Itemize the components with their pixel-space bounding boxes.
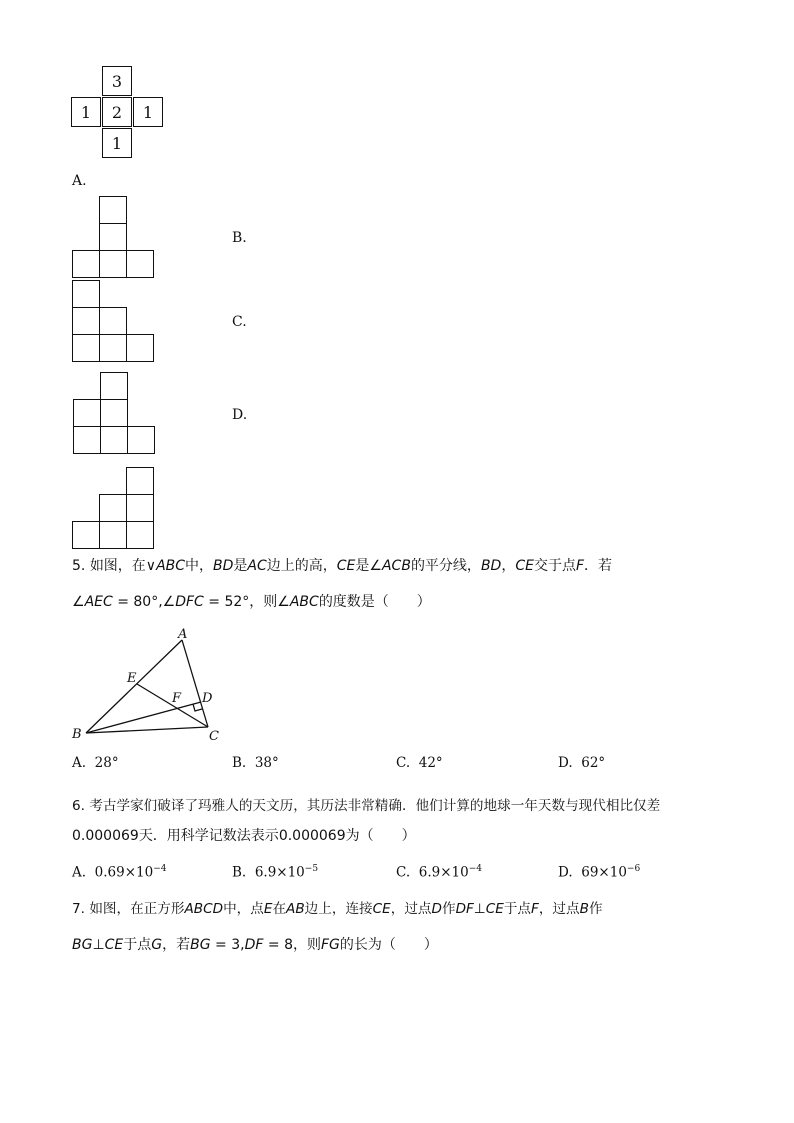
label-d: D (202, 691, 213, 706)
block (127, 426, 155, 454)
q7-text: = 8 (263, 937, 293, 953)
q6-value: 0.000069 (72, 828, 139, 844)
option-label: B. (232, 864, 247, 881)
q7-text: ，若 (162, 937, 191, 953)
option-exponent: −5 (304, 864, 319, 874)
q5-text: 中， (185, 558, 214, 574)
q7-number: 7. (72, 901, 85, 917)
option-label: C. (396, 864, 411, 881)
block (99, 521, 127, 549)
label-b: B (72, 727, 82, 742)
q7-text: 边上，连接 (304, 901, 373, 917)
q5-var: BD (213, 558, 234, 574)
label-c: C (209, 729, 219, 744)
q5-text: ，则∠ (249, 594, 290, 610)
block (126, 334, 154, 362)
q5-text: 的平分线， (410, 558, 481, 574)
block (126, 494, 154, 522)
q6-option-a[interactable] (72, 864, 166, 881)
q6-text: 考古学家们破译了玛雅人的天文历，其历法非常精确．他们计算的地球一年天数与现代相比仅差 (89, 798, 661, 814)
q5-var: CE (515, 558, 534, 574)
option-value: 38° (254, 755, 279, 771)
q5-var: DFC (175, 594, 204, 610)
option-label: B. (232, 755, 247, 771)
block (100, 372, 128, 400)
block (99, 334, 127, 362)
block (100, 426, 128, 454)
block (100, 399, 128, 427)
block (99, 250, 127, 278)
grid-cell-bottom: 1 (102, 128, 132, 158)
option-label: A. (72, 864, 87, 881)
triangle-figure (66, 624, 236, 748)
q7-var: E (263, 901, 273, 917)
q7-line1 (72, 899, 603, 919)
q7-text: 于点 (123, 937, 152, 953)
q7-text: 于点 (503, 901, 531, 917)
label-f: F (172, 691, 182, 706)
option-label: A. (72, 755, 87, 771)
q5-line1 (72, 556, 612, 576)
q5-var: AC (247, 558, 267, 574)
q7-var: AB (286, 901, 305, 917)
option-value: 28° (94, 755, 119, 771)
q5-text: ， (501, 558, 516, 574)
q7-text: 中，点 (223, 901, 264, 917)
q5-text: 的度数是（ ） (318, 594, 431, 610)
q7-var: F (531, 901, 539, 917)
option-label: C. (396, 755, 411, 771)
q5-var: ACB (381, 558, 411, 574)
q7-text: ，则 (292, 937, 321, 953)
right-angle-mark (193, 704, 202, 711)
option-mantissa: 6.9×10 (254, 864, 305, 881)
q7-text: 在 (272, 901, 287, 917)
q5-line2 (72, 592, 431, 612)
block (99, 307, 127, 335)
option-exponent: −6 (626, 864, 641, 874)
q7-text: 的长为（ ） (339, 937, 438, 953)
q6-number: 6. (72, 798, 85, 814)
q7-var: ABCD (184, 901, 224, 917)
option-mantissa: 6.9×10 (418, 864, 469, 881)
option-d-label: D. (232, 407, 248, 423)
q5-option-a[interactable] (72, 755, 119, 771)
option-a-label: A. (72, 173, 87, 189)
block (72, 307, 100, 335)
block (99, 196, 127, 224)
q7-text: 如图，在正方形 (89, 901, 185, 917)
option-value: 42° (418, 755, 443, 771)
q5-text: ∠ (72, 594, 85, 610)
q7-symbol: ⊥ (473, 901, 486, 917)
q6-line1 (72, 796, 660, 816)
q5-text: = 52° (203, 594, 250, 610)
q6-text: 天．用科学记数法表示 (138, 828, 279, 844)
q5-option-d[interactable] (558, 755, 605, 771)
q7-var: FG (320, 937, 340, 953)
grid-cell-center: 2 (102, 97, 132, 127)
q5-var: F (575, 558, 585, 574)
block (72, 250, 100, 278)
q5-text: 交于点 (533, 558, 576, 574)
q5-option-c[interactable] (396, 755, 443, 771)
q5-var: CE (336, 558, 356, 574)
label-a: A (178, 627, 188, 642)
block (99, 223, 127, 251)
block (99, 494, 127, 522)
block (72, 334, 100, 362)
q5-text: 边上的高， (266, 558, 337, 574)
q6-value: 0.000069 (278, 828, 346, 844)
q6-option-b[interactable] (232, 864, 318, 881)
q7-symbol: ⊥ (92, 937, 105, 953)
q5-text: 如图，在∨ (89, 558, 157, 574)
block (73, 426, 101, 454)
q7-text: = 3, (210, 937, 245, 953)
option-label: D. (558, 755, 573, 771)
q5-text: = 80°,∠ (112, 594, 176, 610)
q5-var: ABC (289, 594, 319, 610)
q5-text: 是∠ (355, 558, 382, 574)
grid-cell-right: 1 (133, 97, 163, 127)
side-ba (86, 640, 182, 733)
option-c-label: C. (232, 314, 247, 330)
grid-cell-left: 1 (71, 97, 101, 127)
q6-text: 为（ ） (345, 828, 416, 844)
grid-cell-top: 3 (102, 66, 132, 96)
q5-number: 5. (72, 558, 86, 574)
label-e: E (127, 671, 137, 686)
option-b-label: B. (232, 230, 247, 246)
q7-var: B (579, 901, 589, 917)
q7-line2 (72, 935, 438, 955)
option-label: D. (558, 864, 573, 881)
block (72, 521, 100, 549)
option-mantissa: 0.69×10 (94, 864, 154, 881)
option-exponent: −4 (153, 864, 167, 874)
block (126, 467, 154, 495)
block (126, 250, 154, 278)
q5-text: ．若 (584, 558, 613, 574)
q7-var: DF (455, 901, 474, 917)
q7-var: BG (190, 937, 211, 953)
q7-var: D (431, 901, 442, 917)
q5-var: BD (480, 558, 502, 574)
q7-var: BG (72, 937, 93, 953)
option-mantissa: 69×10 (581, 864, 627, 881)
block (126, 521, 154, 549)
block (72, 280, 100, 308)
q6-option-d[interactable] (558, 864, 640, 881)
q7-var: CE (372, 901, 391, 917)
q5-var: AEC (84, 594, 113, 610)
q5-option-b[interactable] (232, 755, 279, 771)
option-exponent: −4 (468, 864, 482, 874)
q7-text: ，过点 (390, 901, 432, 917)
q7-var: CE (104, 937, 124, 953)
q7-text: 作 (441, 901, 456, 917)
q6-line2 (72, 826, 416, 846)
q7-var: CE (485, 901, 504, 917)
q7-text: 作 (588, 901, 603, 917)
option-value: 62° (581, 755, 606, 771)
q7-var: G (151, 937, 163, 953)
q7-text: ，过点 (538, 901, 580, 917)
q6-option-c[interactable] (396, 864, 482, 881)
q5-text: 是 (233, 558, 248, 574)
q7-var: DF (244, 937, 264, 953)
q5-var: ABC (156, 558, 186, 574)
block (73, 399, 101, 427)
